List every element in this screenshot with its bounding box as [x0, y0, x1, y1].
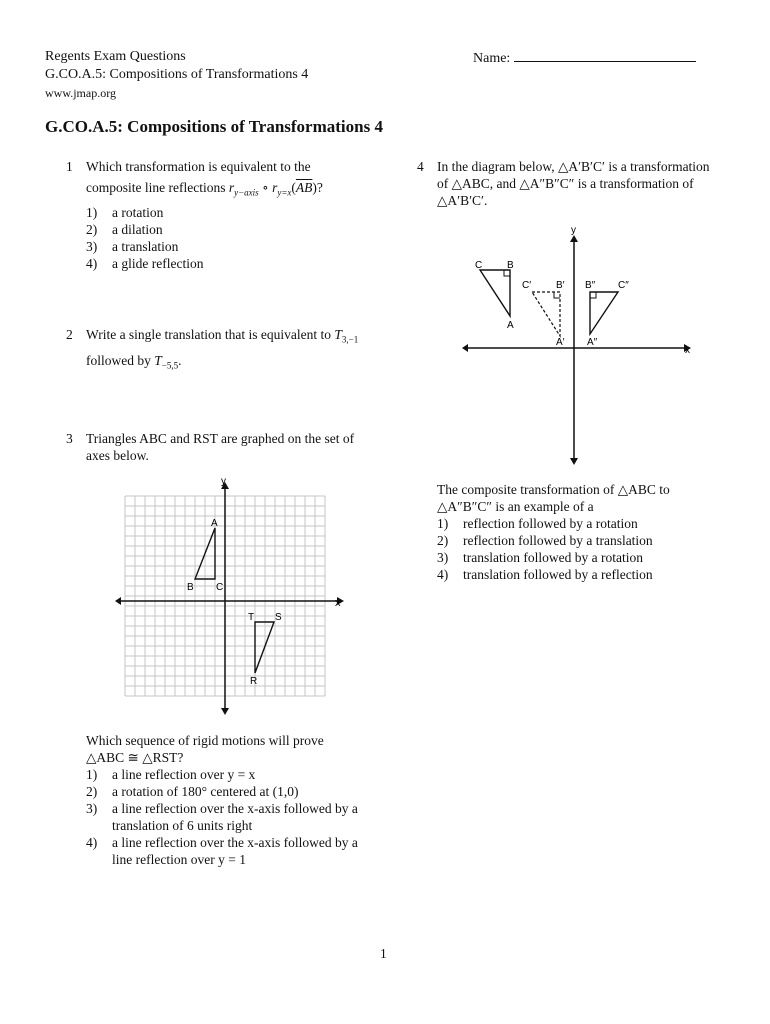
answer-option[interactable]: 2) a rotation of 180° centered at (1,0): [86, 784, 299, 799]
vertex-label-c: C: [216, 582, 224, 593]
page-title: G.CO.A.5: Compositions of Transformations 4: [45, 117, 383, 136]
q4-diagram: [462, 222, 694, 466]
x-axis-arrow-left: [462, 344, 468, 352]
answer-option[interactable]: 3) a translation: [86, 238, 179, 254]
y-axis-arrow-bottom: [221, 708, 229, 715]
x-axis-label: x: [335, 597, 341, 609]
vertex-label-c-double-prime: C″: [618, 280, 629, 291]
vertex-label-a: A: [211, 518, 218, 529]
question-number: 3: [66, 431, 73, 446]
q3-coordinate-graph: [115, 476, 345, 716]
vertex-label-c-prime: C′: [522, 280, 532, 291]
answer-option[interactable]: 1) a rotation: [86, 204, 164, 220]
answer-option[interactable]: 1) a line reflection over y = x: [86, 767, 256, 782]
question-number: 2: [66, 327, 73, 342]
header-url: www.jmap.org: [45, 86, 116, 100]
answer-option[interactable]: 3) a line reflection over the x-axis followed by a translation of 6 units right: [86, 801, 358, 833]
question-4: 4 In the diagram below, △A′B′C′ is a transformation of △ABC, and △A″B″C″ is a transformation of △A′B′C′.: [417, 159, 710, 208]
vertex-label-b-double-prime: B″: [585, 280, 596, 291]
q4-question: The composite transformation of △ABC to △A″B″C″ is an example of a 1) reflection followed by a rotation 2) reflection followed by a translation 3) translation followed by a rotation 4) translation followed by a reflection: [437, 481, 747, 583]
question-number: 1: [66, 159, 73, 174]
x-axis-label: x: [685, 345, 690, 356]
vertex-label-b-prime: B′: [556, 280, 565, 291]
x-axis-arrow-left: [115, 597, 121, 605]
answer-option[interactable]: 4) a line reflection over the x-axis followed by a line reflection over y = 1: [86, 835, 358, 867]
vertex-label-t: T: [248, 612, 255, 623]
vertex-label-c: C: [475, 260, 483, 271]
vertex-label-a-double-prime: A″: [587, 337, 598, 348]
vertex-label-b: B: [187, 582, 194, 593]
q1-stem-line2: composite line reflections $r_{y-axis}$ ∘ $r_{y=x}(\overline{AB})$?: [86, 180, 323, 198]
name-field[interactable]: [473, 48, 696, 68]
answer-option[interactable]: 4) translation followed by a reflection: [437, 567, 653, 582]
triangle-a-prime-b-prime-c-prime: [532, 292, 560, 336]
name-blank-line[interactable]: [514, 48, 696, 62]
question-3: 3 Triangles ABC and RST are graphed on the set of axes below.: [66, 431, 355, 463]
page-number: 1: [380, 946, 387, 961]
header-block: [45, 48, 308, 102]
answer-option[interactable]: 2) a dilation: [86, 221, 163, 237]
y-axis-arrow-bottom: [570, 458, 578, 465]
q1-options: [66, 204, 386, 272]
right-angle-mark: [554, 292, 560, 298]
header-series: Regents Exam Questions: [45, 49, 186, 64]
answer-option[interactable]: 2) reflection followed by a translation: [437, 533, 653, 548]
name-label: Name:: [473, 51, 511, 66]
answer-option[interactable]: 3) translation followed by a rotation: [437, 550, 643, 565]
segment-ab: $\overline{AB}$: [295, 180, 313, 195]
right-angle-mark: [590, 292, 596, 298]
vertex-label-a-prime: A′: [556, 337, 565, 348]
y-axis-arrow: [570, 235, 578, 242]
vertex-label-s: S: [275, 612, 282, 623]
q1-stem-line1: Which transformation is equivalent to the: [86, 159, 311, 174]
header-topic: G.CO.A.5: Compositions of Transformations 4: [45, 67, 309, 82]
q3-question: Which sequence of rigid motions will prove △ABC ≅ △RST? 1) a line reflection over y = x 2) a rotation of 180° centered at (1,0) 3) a line reflection over the x-axis followed by a translation of 6 units right 4) a line reflection over the x-axis followed by a line reflection over y = 1: [86, 732, 386, 868]
vertex-label-r: R: [250, 676, 258, 687]
question-1: [66, 158, 386, 272]
vertex-label-a: A: [507, 320, 514, 331]
triangle-abc: [480, 270, 510, 316]
question-number: 4: [417, 159, 424, 174]
y-axis-label: y: [221, 476, 226, 487]
answer-option[interactable]: 1) reflection followed by a rotation: [437, 516, 638, 531]
answer-option[interactable]: 4) a glide reflection: [86, 255, 204, 271]
vertex-label-b: B: [507, 260, 514, 271]
question-2: 2 Write a single translation that is equivalent to $T_{3,-1}$ followed by $T_{-5,5}$.: [66, 327, 359, 371]
y-axis-label: y: [571, 225, 576, 236]
